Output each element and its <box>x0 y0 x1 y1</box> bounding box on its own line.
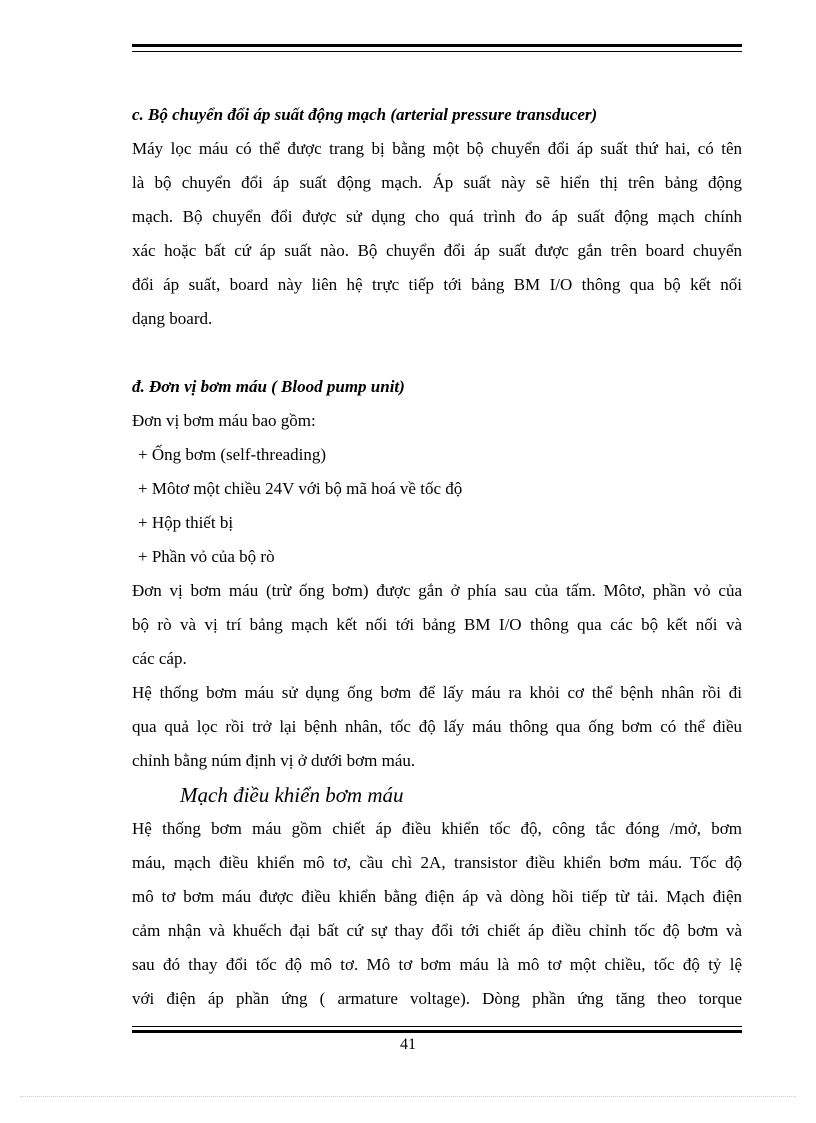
section-c-heading: c. Bộ chuyển đổi áp suất động mạch (arterial pressure transducer) <box>132 105 598 124</box>
subsection-line: sau đó thay đổi tốc độ mô tơ. Mô tơ bơm máu là mô tơ một chiều, tốc độ tỷ lệ <box>132 955 742 974</box>
component-list-item: + Hộp thiết bị <box>138 513 234 532</box>
component-list-item: + Phần vỏ của bộ rò <box>138 547 275 566</box>
subsection-line: mô tơ bơm máu được điều khiển bằng điện áp và dòng hồi tiếp từ tải. Mạch điện <box>132 887 742 906</box>
section-c-line: mạch. Bộ chuyển đổi được sử dụng cho quá trình đo áp suất động mạch chính <box>132 207 742 226</box>
subsection-line: với điện áp phần ứng ( armature voltage). Dòng phần ứng tăng theo torque <box>132 989 742 1008</box>
subsection-line: cảm nhận và khuếch đại bất cứ sự thay đổi tới chiết áp điều chỉnh tốc độ bơm và <box>132 921 742 940</box>
subsection-heading: Mạch điều khiển bơm máu <box>180 783 404 807</box>
section-d-paragraph-line: Hệ thống bơm máu sử dụng ống bơm để lấy máu ra khỏi cơ thể bệnh nhân rồi đi <box>132 683 742 702</box>
section-d-paragraph-line: Đơn vị bơm máu (trừ ống bơm) được gắn ở phía sau của tấm. Môtơ, phần vỏ của <box>132 581 742 600</box>
section-d-intro: Đơn vị bơm máu bao gồm: <box>132 411 316 430</box>
component-list-item: + Môtơ một chiều 24V với bộ mã hoá về tốc độ <box>138 479 463 498</box>
page-edge-divider <box>20 1096 796 1097</box>
header-rule <box>132 44 742 52</box>
section-d-paragraph-line: chỉnh bằng núm định vị ở dưới bơm máu. <box>132 751 416 770</box>
section-d-heading: đ. Đơn vị bơm máu ( Blood pump unit) <box>132 377 405 396</box>
section-d-paragraph-line: bộ rò và vị trí bảng mạch kết nối tới bảng BM I/O thông qua các bộ kết nối và <box>132 615 742 634</box>
section-c-line: dạng board. <box>132 309 213 328</box>
section-c-line: Máy lọc máu có thể được trang bị bằng một bộ chuyển đổi áp suất thứ hai, có tên <box>132 139 742 158</box>
section-d-paragraph-line: các cáp. <box>132 649 187 668</box>
subsection-line: máu, mạch điều khiển mô tơ, cầu chì 2A, transistor điều khiển bơm máu. Tốc độ <box>132 853 742 872</box>
section-c-line: đổi áp suất, board này liên hệ trực tiếp tới bảng BM I/O thông qua bộ kết nối <box>132 275 742 294</box>
section-c-line: xác hoặc bất cứ áp suất nào. Bộ chuyển đổi áp suất được gắn trên board chuyển <box>132 241 742 260</box>
page-number: 41 <box>400 1036 416 1053</box>
subsection-line: Hệ thống bơm máu gồm chiết áp điều khiển tốc độ, công tắc đóng /mở, bơm <box>132 819 742 838</box>
page-body <box>132 98 742 1016</box>
section-c-line: là bộ chuyển đổi áp suất động mạch. Áp suất này sẽ hiển thị trên bảng động <box>132 173 742 192</box>
component-list-item: + Ống bơm (self-threading) <box>138 445 327 464</box>
footer-rule <box>132 1026 742 1033</box>
section-d-paragraph-line: qua quả lọc rồi trở lại bệnh nhân, tốc độ lấy máu thông qua ống bơm có thể điều <box>132 717 742 736</box>
paragraph-gap <box>132 336 742 370</box>
